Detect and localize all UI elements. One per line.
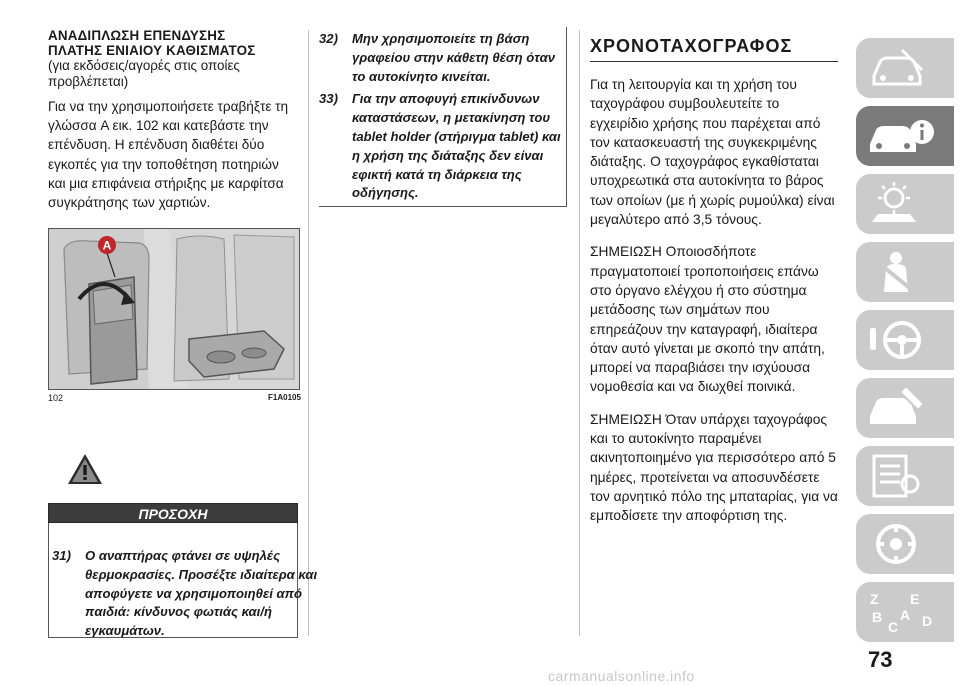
steering-wheel-icon [866,318,926,362]
note-text: Ο αναπτήρας φτάνει σε υψηλές θερμοκρασίες. Προσέξτε ιδιαίτερα και αποφύγετε να χρησιμοποιηθεί από παιδιά: κίνδυνος φωτιάς και/ή εγκαυμάτων. [85,548,318,639]
svg-text:D: D [922,613,933,629]
tab-safety[interactable] [856,242,954,302]
svg-text:E: E [910,591,920,607]
lights-icon [866,182,926,226]
svg-text:C: C [888,619,899,634]
column-divider [579,30,580,636]
car-emergency-icon [866,386,926,430]
page-number: 73 [868,647,893,672]
column-divider [308,30,309,636]
section-body: Για να την χρησιμοποιήσετε τραβήξτε τη γλώσσα A εικ. 102 και κατεβάστε την επένδυση. Η επένδυση διαθέτει δύο εγκοπές για την τοποθέτηση ποτηριών και μια επιφάνεια στήριξης με καρφίτσα συγκράτησης των χαρτιών. [48,99,289,211]
tab-maintenance[interactable] [856,446,954,506]
seatbelt-person-icon [866,250,926,294]
heading-line-1: ΑΝΑΔΙΠΛΩΣΗ ΕΠΕΝΔΥΣΗΣ [48,28,226,43]
note-31 [52,547,329,641]
svg-text:B: B [872,609,883,625]
column-1 [48,0,298,212]
svg-text:A: A [900,607,911,623]
note-number: 31) [52,548,71,563]
caution-header: ΠΡΟΣΟΧΗ [48,503,298,523]
tab-alphabetical-index[interactable] [856,582,954,642]
note-text: Μην χρησιμοποιείτε τη βάση γραφείου στην κάθετη θέση όταν το αυτοκίνητο κινείται. [352,31,556,84]
section-heading [48,28,298,58]
section-title: ΧΡΟΝΟΤΑΧΟΓΡΑΦΟΣ [590,36,838,62]
figure-code: F1A0105 [268,393,301,402]
maintenance-checklist-icon [866,454,926,498]
technical-data-icon [866,522,926,566]
chapter-tabs [856,38,960,650]
paragraph-2: ΣΗΜΕΙΩΣΗ Οποιοσδήποτε πραγματοποιεί τροποποιήσεις επάνω στο όργανο ελέγχου ή στο σύστημα μετάδοσης των σημάτων που επηρεάζουν την καταγραφή, ιδιαίτερα όταν αυτό γίνεται με σκοπό την απάτη, μπορεί να παραβιάσει την ισχύουσα νομοθεσία και να διωχθεί ποινικά. [590,244,825,395]
watermark: carmanualsonline.info [548,668,695,684]
note-33 [319,90,567,203]
figure-102-seat-tray [48,228,300,390]
paragraph-1: Για τη λειτουργία και τη χρήση του ταχογράφου συμβουλευτείτε το εγχειρίδιο χρήσης που παρέχεται από τον κατασκευαστή της συγκεκριμένης διάταξης. Ο ταχογράφος εγκαθίσταται υποχρεωτικά στα αυτοκίνητα το βάρος των οποίων (με ή χωρίς ρυμούλκα) είναι μεγαλύτερο από 3,5 τόνους. [590,77,835,228]
callout-a: A [102,238,112,253]
tab-emergency[interactable] [856,378,954,438]
note-32 [319,30,567,86]
tab-starting-driving[interactable] [856,310,954,370]
tab-car-dashboard[interactable] [856,38,954,98]
alphabetical-index-icon [866,590,936,634]
car-dashboard-icon [866,46,926,90]
note-text: Για την αποφυγή επικίνδυνων καταστάσεων, η μετακίνηση του tablet holder (στήριγμα tablet) και η χρήση της διάταξης δεν είναι εφικτή κατά τη διάρκεια της οδήγησης. [352,91,561,201]
tab-lights[interactable] [856,174,954,234]
paragraph-3: ΣΗΜΕΙΩΣΗ Όταν υπάρχει ταχογράφος και το αυτοκίνητο παραμένει ακινητοποιημένο για περισσότερο από 5 ημέρες, προτείνεται να αποσυνδέσετε τον αρνητικό πόλο της μπαταρίας, για να εμποδίσετε την αποφόρτιση της. [590,411,838,524]
heading-line-2: ΠΛΑΤΗΣ ΕΝΙΑΙΟΥ ΚΑΘΙΣΜΑΤΟΣ [48,43,256,58]
column-2 [319,0,567,203]
section-subheading: (για εκδόσεις/αγορές στις οποίες προβλέπεται) [48,58,240,89]
column-3 [590,0,840,526]
figure-number: 102 [48,393,64,403]
svg-text:Z: Z [870,591,879,607]
car-info-icon [866,114,936,158]
note-number: 33) [319,91,338,107]
warning-triangle-icon [66,452,104,486]
tab-technical-data[interactable] [856,514,954,574]
note-number: 32) [319,31,338,46]
seat-illustration [49,229,299,389]
tab-car-info[interactable] [856,106,954,166]
